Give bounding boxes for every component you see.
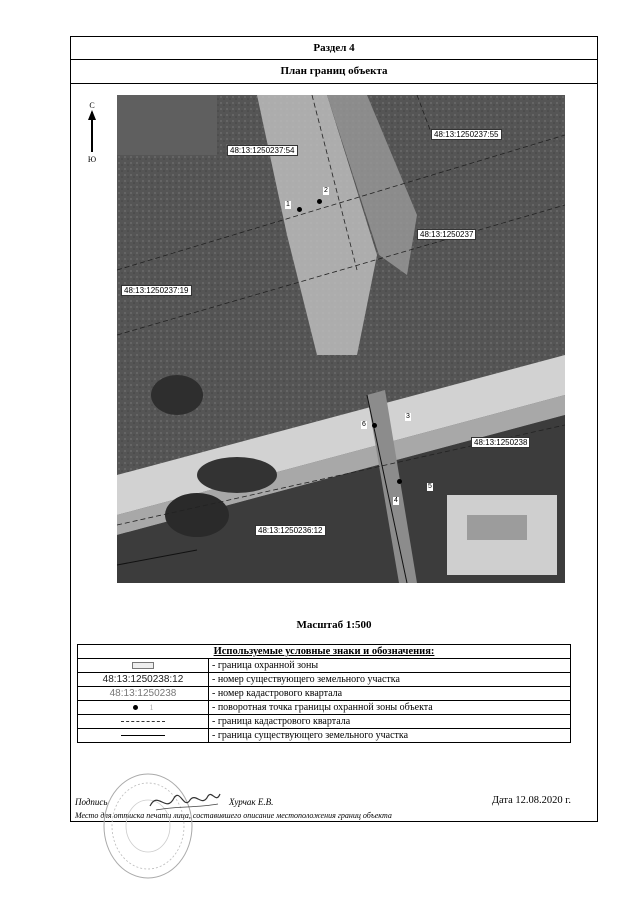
north-arrow — [85, 101, 99, 171]
parcel-number-symbol: 48:13:1250238:12 — [78, 673, 209, 687]
parcel-label: 48:13:1250237:55 — [431, 129, 502, 140]
plan-title: План границ объекта — [71, 59, 597, 84]
quarter-boundary-symbol — [121, 721, 165, 722]
legend-desc: - граница охранной зоны — [209, 659, 571, 673]
aerial-map — [117, 95, 565, 583]
stamp-note: Место для оттиска печати лица, составившего описание местоположения границ объекта — [75, 811, 392, 820]
turn-point-symbol — [133, 705, 138, 710]
parcel-boundary-symbol — [121, 735, 165, 736]
parcel-label: 48:13:1250237:19 — [121, 285, 192, 296]
signature-label: Подпись — [75, 797, 108, 807]
turn-point — [372, 423, 377, 428]
legend-desc: - граница существующего земельного участка — [209, 729, 571, 743]
legend-title: Используемые условные знаки и обозначения: — [78, 645, 571, 659]
document-date: Дата 12.08.2020 г. — [491, 795, 571, 806]
parcel-label: 48:13:1250237:54 — [227, 145, 298, 156]
turn-point — [397, 479, 402, 484]
point-label: 5 — [428, 483, 432, 490]
point-label: 2 — [324, 187, 328, 194]
arrow-icon — [87, 110, 97, 152]
legend-desc: - граница кадастрового квартала — [209, 715, 571, 729]
legend-table — [77, 644, 571, 743]
quarter-label: 48:13:1250237 — [417, 229, 476, 240]
legend-row — [78, 729, 571, 743]
point-label: 4 — [394, 497, 398, 504]
point-label: 1 — [286, 201, 290, 208]
legend-desc: - номер существующего земельного участка — [209, 673, 571, 687]
map-scale: Масштаб 1:500 — [296, 619, 372, 631]
quarter-label: 48:13:1250238 — [471, 437, 530, 448]
point-label: 6 — [362, 421, 366, 428]
document-frame — [70, 36, 598, 822]
signer-name: Хурчак Е.В. — [229, 797, 274, 807]
turn-point — [317, 199, 322, 204]
legend-row — [78, 701, 571, 715]
legend-row — [78, 659, 571, 673]
legend-desc: - номер кадастрового квартала — [209, 687, 571, 701]
south-label: Ю — [87, 155, 97, 164]
turn-point — [297, 207, 302, 212]
map-image — [117, 95, 565, 583]
parcel-label: 48:13:1250236:12 — [255, 525, 326, 536]
point-label: 3 — [406, 413, 410, 420]
legend-row — [78, 715, 571, 729]
handwritten-signature — [146, 786, 224, 816]
legend-row — [78, 687, 571, 701]
legend-row — [78, 673, 571, 687]
section-title: Раздел 4 — [71, 37, 597, 60]
turn-point-number: 1 — [149, 703, 154, 712]
zone-boundary-symbol — [132, 662, 154, 669]
quarter-number-symbol: 48:13:1250238 — [78, 687, 209, 701]
north-label: С — [89, 101, 95, 110]
legend-desc: - поворотная точка границы охранной зоны объекта — [209, 701, 571, 715]
